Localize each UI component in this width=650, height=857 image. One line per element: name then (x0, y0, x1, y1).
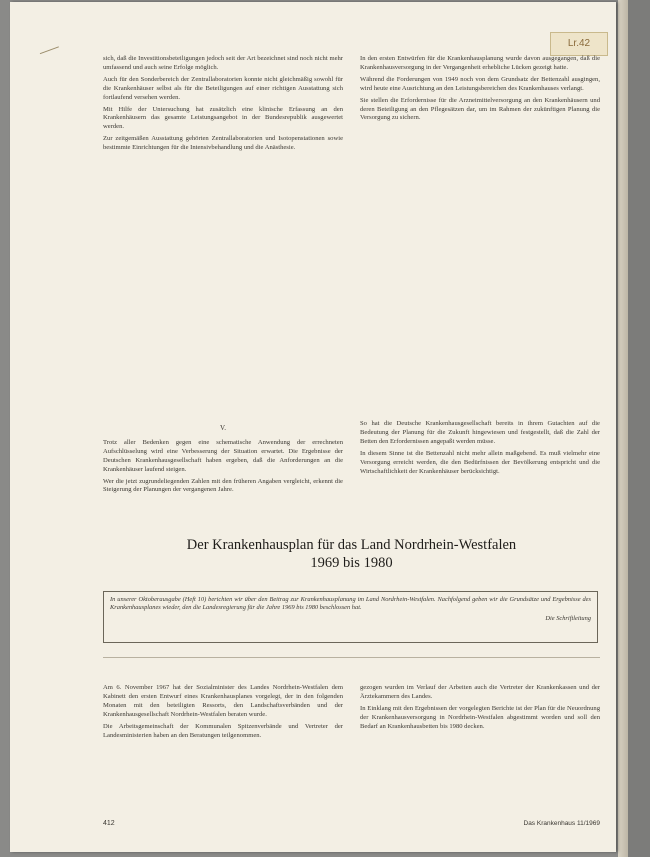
section-mark: V. (220, 424, 226, 432)
paragraph: In Einklang mit den Ergebnissen der vorgelegten Berichte ist der Plan für die Neuordnung der Krankenhausversorgung in Nordrhein-Westfalen abgestimmt worden und soll den Bedarf an Krankenhausbetten bis 1980 decken. (360, 704, 600, 730)
paragraph: In diesem Sinne ist die Bettenzahl nicht mehr allein maßgebend. Es muß vielmehr eine Versorgung erreicht werden, die den Bedürfnissen der Bevölkerung entspricht und die Wirtschaftlichkeit der Krankenhäuser berücksichtigt. (360, 449, 600, 475)
journal-name: Das Krankenhaus 11/1969 (523, 820, 600, 827)
scan-edge (628, 0, 650, 857)
document-page (10, 2, 616, 852)
divider (103, 657, 600, 658)
paragraph: gezogen wurden im Verlauf der Arbeiten auch die Vertreter der Krankenkassen und der Ärztekammern des Landes. (360, 684, 600, 700)
paragraph: Am 6. November 1967 hat der Sozialminister des Landes Nordrhein-Westfalen dem Kabinett den ersten Entwurf eines Krankenhausplanes vorgelegt, der in den folgenden Monaten mit den beteiligten Ressorts, den Landschaftsverbänden und der Krankenhausgesellschaft Nordrhein-Westfalen beraten wurde. (103, 684, 343, 718)
paragraph: Sie stellen die Erfordernisse für die Arzneimittelversorgung an den Krankenhäusern und deren Beteiligung an den Pflegesätzen dar, um im Rahmen der zukünftigen Planung die Versorgung zu sichern. (360, 96, 600, 122)
headline-line-1: Der Krankenhausplan für das Land Nordrhein-Westfalen (186, 537, 517, 553)
bottom-right-column (360, 684, 600, 735)
paragraph: So hat die Deutsche Krankenhausgesellschaft bereits in ihrem Gutachten auf die Bedeutung der Planung für die Zukunft hingewiesen und festgestellt, daß die Zahl der Betten den Erfordernissen angepaßt werden müsse. (360, 420, 600, 445)
intro-text: In unserer Oktoberausgabe (Heft 10) berichten wir über den Beitrag zur Krankenhausplanung im Land Nordrhein-Westfalen. Nachfolgend geben wir die Grundsätze und Ergebnisse des Krankenhausplanes wieder, den die Landesregierung für die Jahre 1969 bis 1980 beschlossen hat. (110, 596, 591, 612)
mid-left-column (103, 420, 343, 498)
top-right-column (360, 55, 600, 126)
book-spine (618, 0, 628, 857)
pen-mark (37, 39, 59, 54)
paragraph: In den ersten Entwürfen für die Krankenhausplanung wurde davon ausgegangen, daß die Krankenhausversorgung in der Vergangenheit erhebliche Lücken gezeigt hatte. (360, 55, 600, 71)
paragraph: Zur zeitgemäßen Ausstattung gehörten Zentrallaboratorien und Isotopenstationen sowie bestimmte Einrichtungen für die Intensivbehandlung und die Anästhesie. (103, 135, 343, 152)
paragraph: Mit Hilfe der Untersuchung hat zusätzlich eine klinische Erfassung an den Krankenhäusern das gesamte Leistungsangebot in der Bundesrepublik ausgewertet werden. (103, 105, 343, 131)
mid-right-column (360, 420, 600, 479)
paragraph: Auch für den Sonderbereich der Zentrallaboratorien konnte nicht gleichmäßig sowohl für die Krankenhäuser selbst als für die Beteiligungen auf einer richtigen Ausstattung sich fortlaufend versehen werden. (103, 75, 343, 101)
bottom-left-column (103, 684, 343, 743)
paragraph: Wer die jetzt zugrundeliegenden Zahlen mit den früheren Angaben vergleicht, erkennt die Steigerung der Planungen der vergangenen Jahre. (103, 477, 343, 494)
paragraph: Trotz aller Bedenken gegen eine schematische Anwendung der errechneten Aufschlüsselung wird eine Verbesserung der Situation erwartet. Die Ergebnisse der Deutschen Krankenhausgesellschaft haben ergeben, daß die Anforderungen an die Krankenhäuser laufend steigen. (103, 438, 343, 473)
headline-line-2: 1969 bis 1980 (310, 555, 393, 571)
article-headline (103, 536, 600, 572)
page-tag: Lr.42 (550, 32, 608, 56)
paragraph: Die Arbeitsgemeinschaft der Kommunalen Spitzenverbände und Vertreter der Landesministerien haben an den Beratungen teilgenommen. (103, 722, 343, 739)
editorial-intro-box (103, 591, 598, 643)
intro-signature: Die Schriftleitung (545, 614, 591, 622)
page-number: 412 (103, 820, 115, 827)
top-left-column (103, 55, 343, 156)
paragraph: sich, daß die Investitionsbeteiligungen jedoch seit der Art bezeichnet sind noch nicht mehr umfassend und auch seine Erfolge möglich. (103, 55, 343, 71)
paragraph: Während die Forderungen von 1949 noch von dem Grundsatz der Bettenzahl ausgingen, wird heute eine Ausrichtung an den Leistungsbereichen des Krankenhauses verlangt. (360, 75, 600, 92)
